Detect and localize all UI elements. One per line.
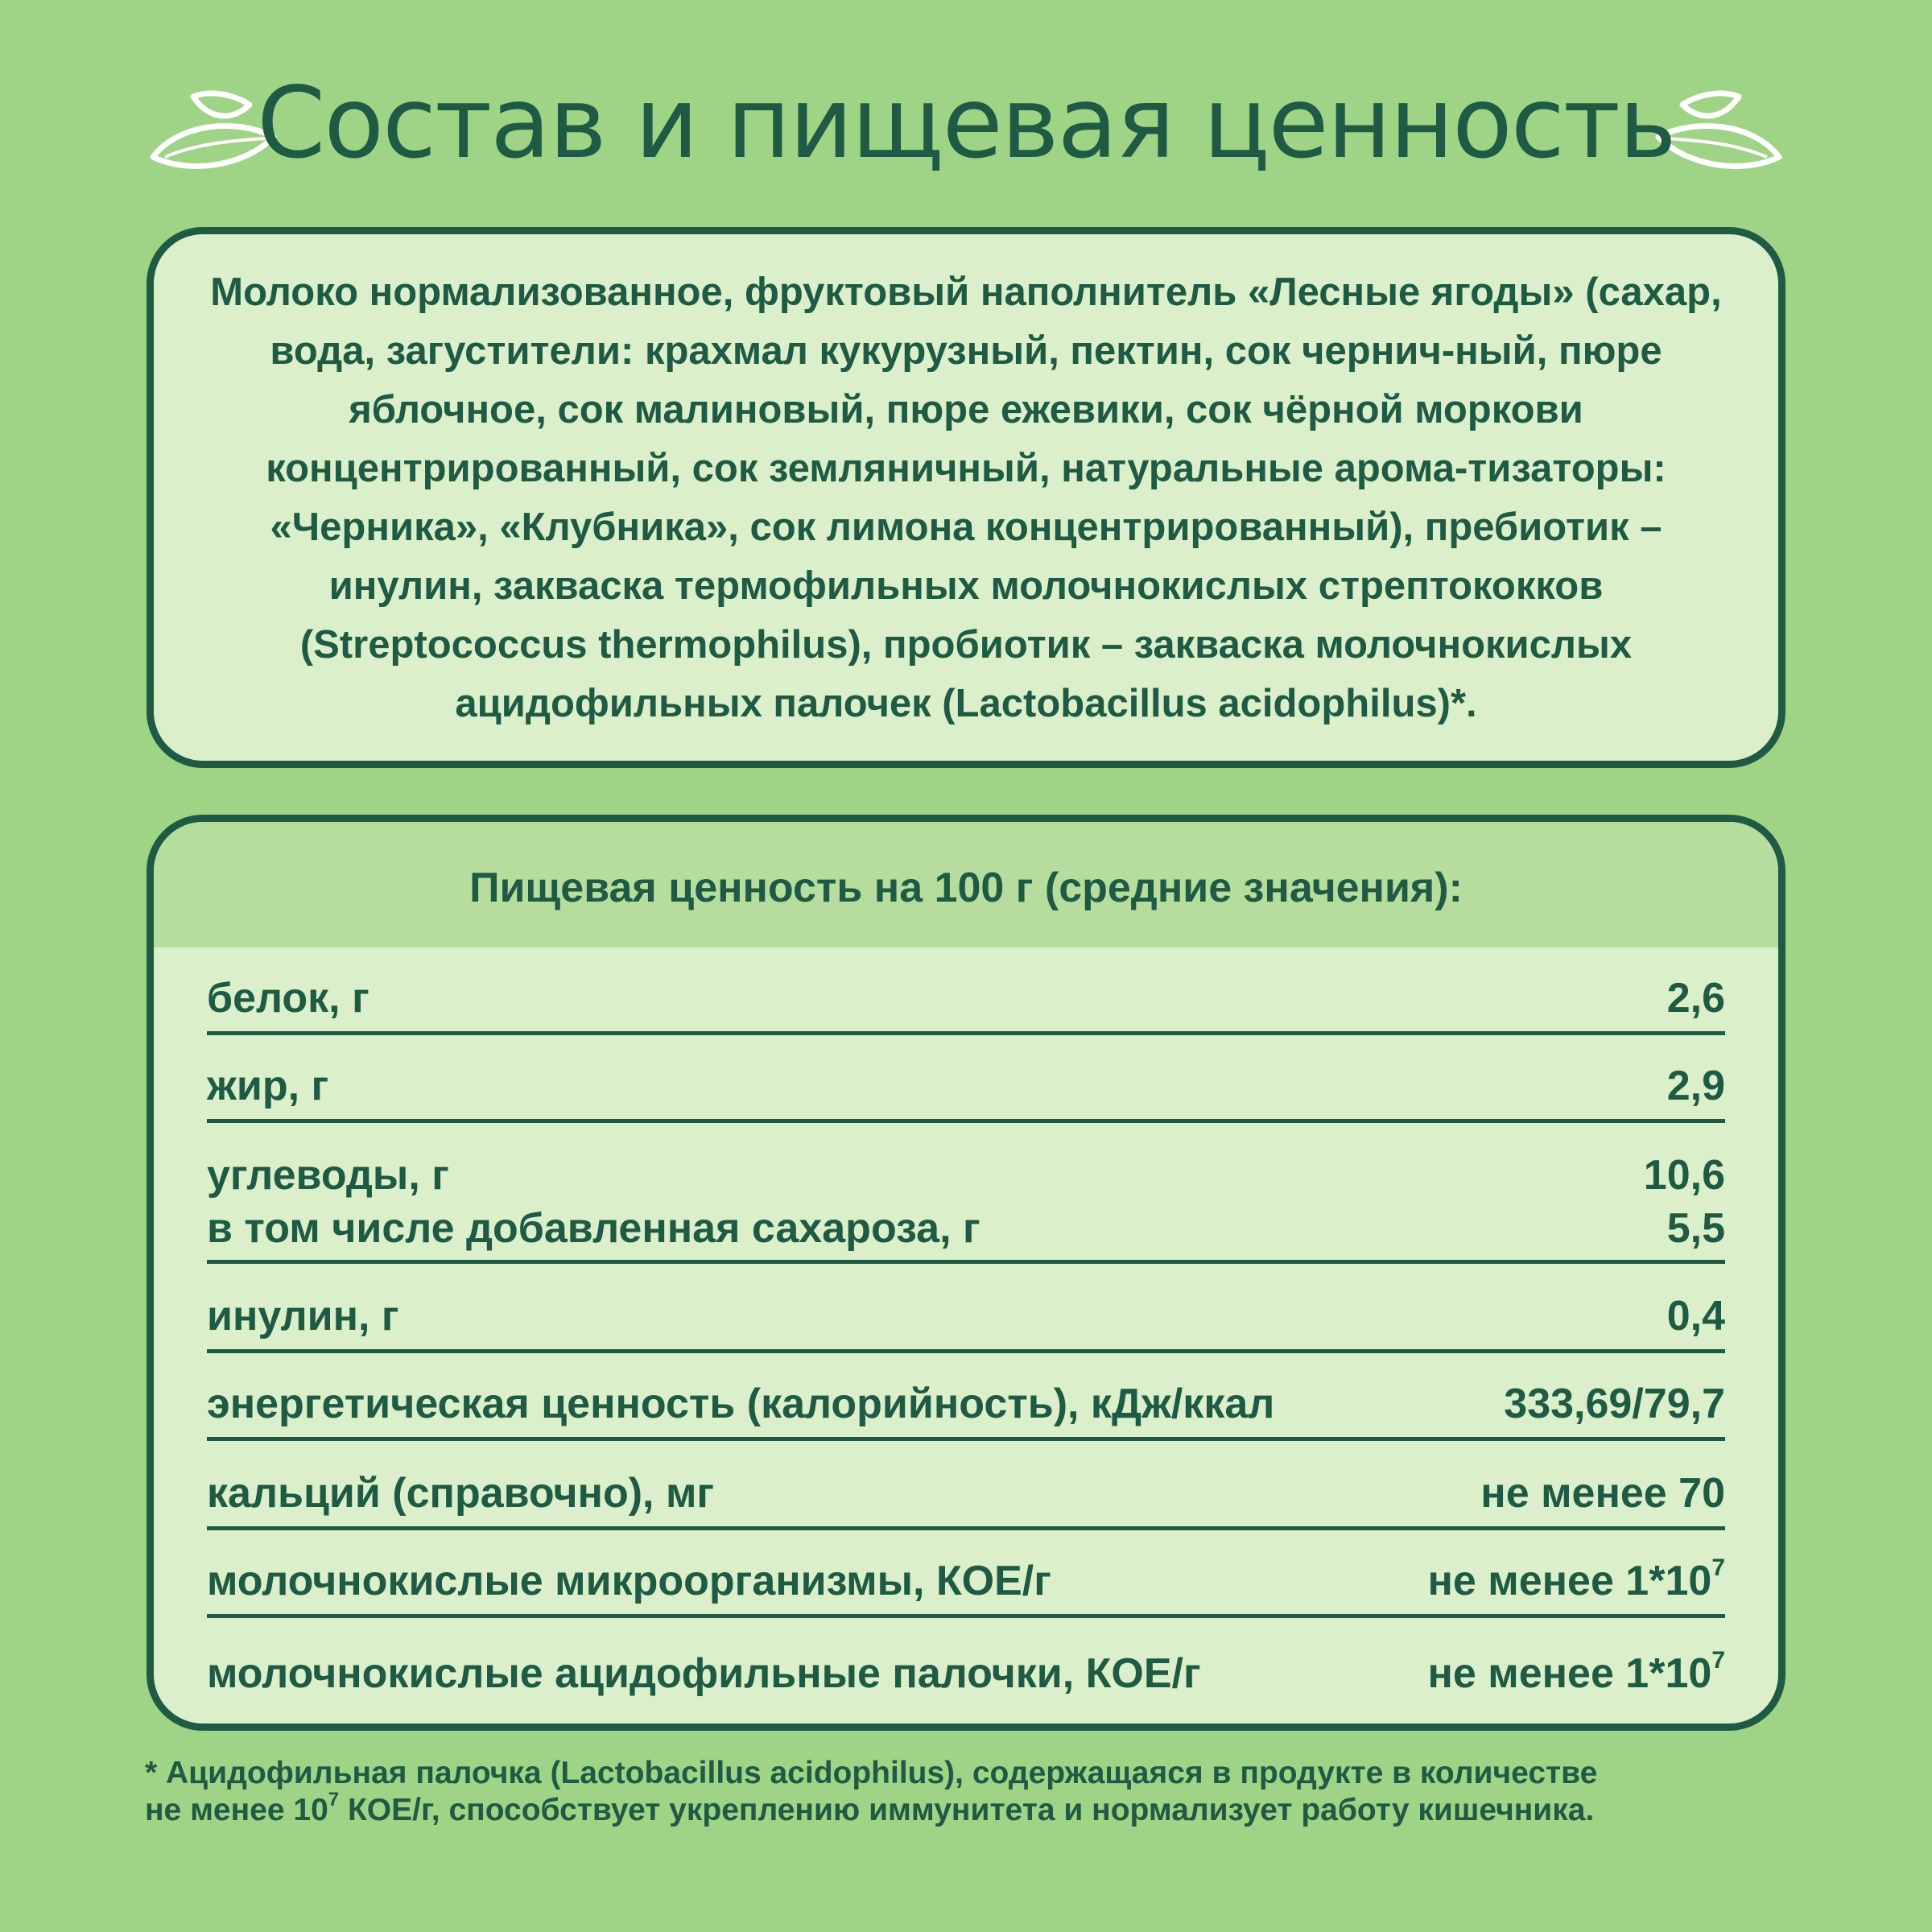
row-label: молочнокислые ацидофильные палочки, КОЕ/г bbox=[207, 1650, 1201, 1697]
nutrition-row-lactic-microorganisms bbox=[207, 1530, 1725, 1618]
row-value: 333,69/79,7 bbox=[1504, 1381, 1725, 1427]
row-value: 2,9 bbox=[1666, 1063, 1725, 1109]
nutrition-row-acidophilus bbox=[207, 1618, 1725, 1707]
composition-text: Молоко нормализованное, фруктовый наполнитель «Лесные ягоды» (сахар, вода, загустители: крахмал кукурузный, пектин, сок чернич-ный, пюре яблочное, сок малиновый, пюре ежевики, сок чёрной моркови концентрированный, сок земляничный, натуральные арома-тизаторы: «Черника», «Клубника», сок лимона концентрированный), пребиотик – инулин, закваска термофильных молочнокислых стрептококков (Streptococcus thermophilus), пробиотик – закваска молочнокислых ацидофильных палочек (Lactobacillus acidophilus)*. bbox=[210, 270, 1722, 725]
row-value: не менее $1*10^7$ bbox=[1427, 1554, 1725, 1604]
nutrition-row-fat bbox=[207, 1035, 1725, 1123]
page-title: Состав и пищевая ценность bbox=[257, 66, 1675, 180]
row-label: инулин, г bbox=[207, 1293, 399, 1340]
nutrition-header bbox=[154, 822, 1778, 947]
exponent: 7 bbox=[1711, 1647, 1725, 1674]
footnote bbox=[145, 1755, 1787, 1829]
row-label: молочнокислые микроорганизмы, КОЕ/г bbox=[207, 1558, 1051, 1604]
row-value: не менее $1*10^7$ bbox=[1427, 1647, 1725, 1697]
composition-panel bbox=[147, 227, 1785, 768]
footnote-line-2: не менее $10^7$ КОЕ/г, способствует укреплению иммунитета и нормализует работу кишечника. bbox=[145, 1789, 1595, 1827]
row-value: 10,6 bbox=[1643, 1152, 1725, 1199]
nutrition-row-calcium bbox=[207, 1441, 1725, 1530]
row-value: не менее 70 bbox=[1480, 1470, 1725, 1517]
row-label: белок, г bbox=[207, 975, 369, 1022]
row-label: жир, г bbox=[207, 1063, 329, 1109]
row-label: кальций (справочно), мг bbox=[207, 1470, 715, 1517]
nutrition-table bbox=[147, 815, 1785, 1731]
row-sublabel: в том числе добавленная сахароза, г bbox=[207, 1205, 980, 1252]
footnote-line-1: * Ацидофильная палочка (Lactobacillus acidophilus), содержащаяся в продукте в количестве bbox=[145, 1756, 1598, 1790]
row-label: энергетическая ценность (калорийность), кДж/ккал bbox=[207, 1381, 1275, 1427]
nutrition-row-energy bbox=[207, 1353, 1725, 1441]
nutrition-row-inulin bbox=[207, 1264, 1725, 1353]
nutrition-row-protein bbox=[207, 949, 1725, 1035]
row-value: 0,4 bbox=[1666, 1293, 1725, 1340]
row-label: углеводы, г bbox=[207, 1152, 449, 1199]
row-value: 2,6 bbox=[1666, 975, 1725, 1022]
exponent: 7 bbox=[1711, 1554, 1725, 1581]
row-subvalue: 5,5 bbox=[1666, 1205, 1725, 1252]
nutrition-row-carbs bbox=[207, 1123, 1725, 1264]
nutrition-header-text: Пищевая ценность на 100 г (средние значения): bbox=[469, 865, 1463, 911]
